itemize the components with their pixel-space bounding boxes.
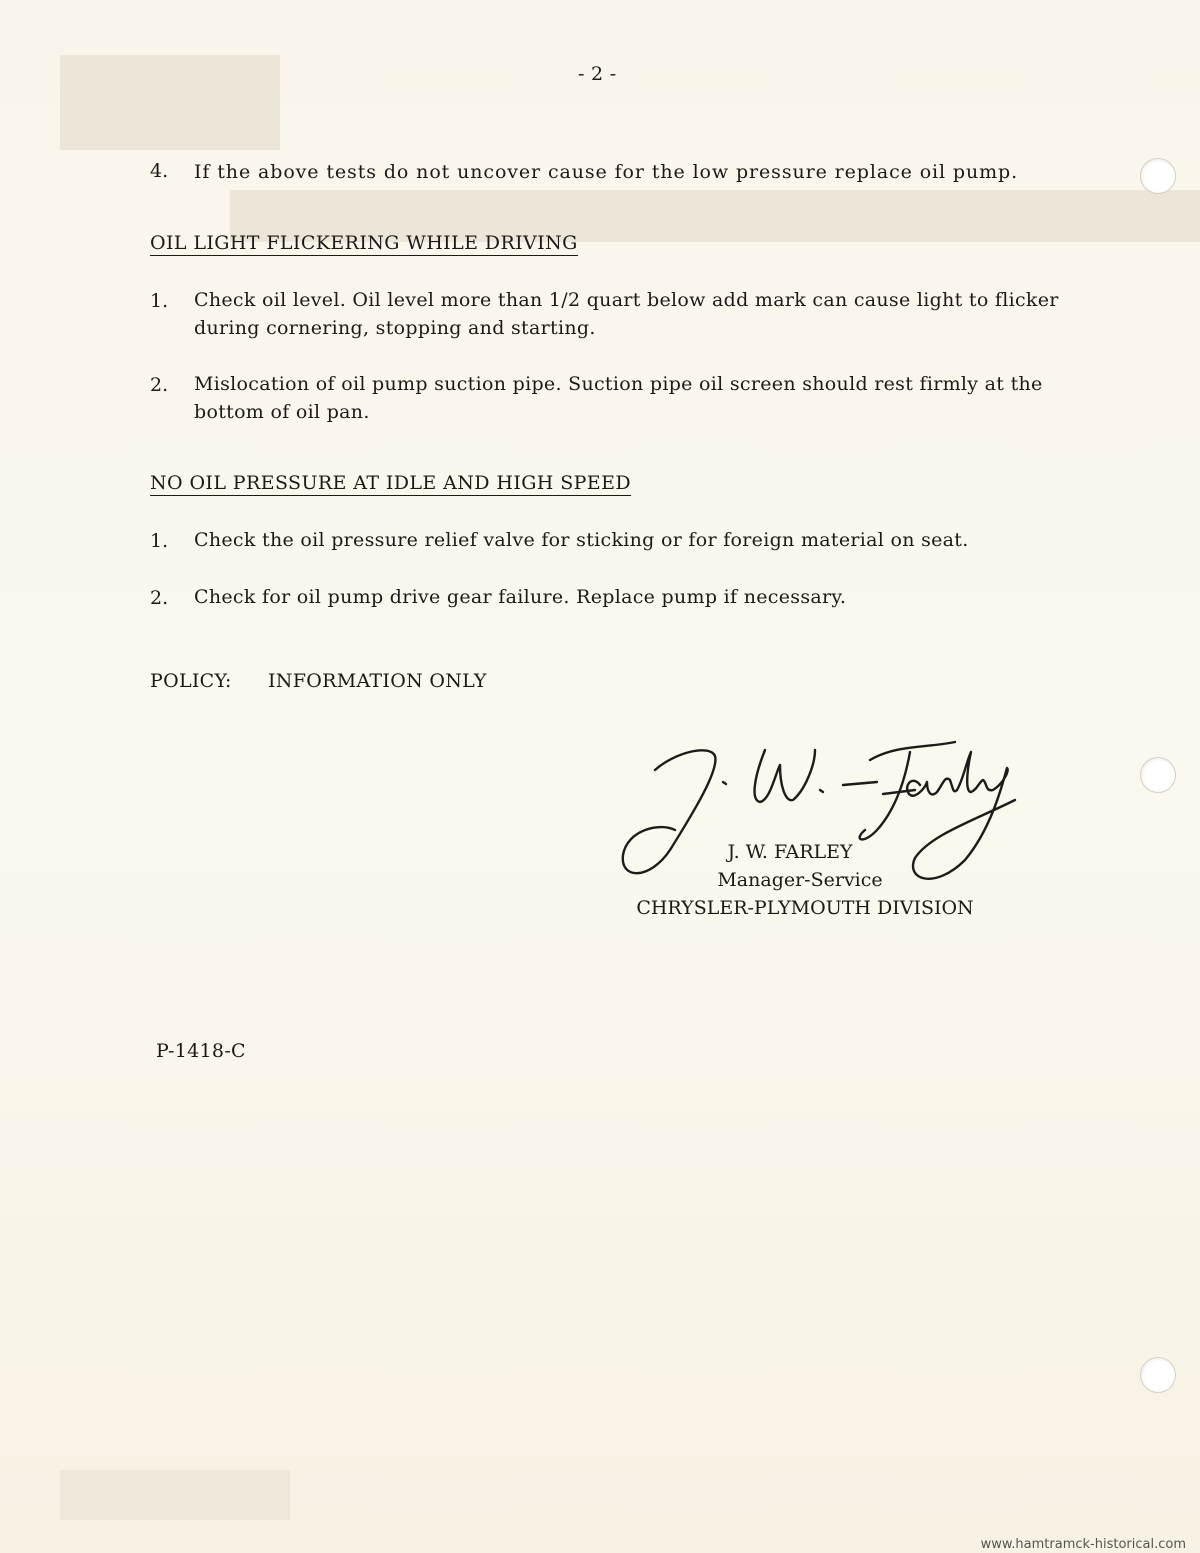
policy-label: POLICY: <box>150 670 232 692</box>
list-item-text: Check oil level. Oil level more than 1/2 quart below add mark can cause light to flicker during cornering, stopping and starting. <box>194 289 1059 339</box>
list-item-text: If the above tests do not uncover cause for the low pressure replace oil pump. <box>194 161 1019 183</box>
list-item-number: 2. <box>150 587 169 609</box>
policy-value: INFORMATION ONLY <box>268 670 487 692</box>
section-heading-no-oil-pressure: NO OIL PRESSURE AT IDLE AND HIGH SPEED <box>150 472 631 494</box>
signatory-title: Manager-Service <box>717 869 883 891</box>
page-number: - 2 - <box>578 63 617 85</box>
list-item-text: Mislocation of oil pump suction pipe. Suction pipe oil screen should rest firmly at the bottom of oil pan. <box>194 373 1043 423</box>
list-item-text: Check for oil pump drive gear failure. Replace pump if necessary. <box>194 586 847 608</box>
bleed-through-footer-logo <box>60 1470 290 1520</box>
section-heading-oil-light: OIL LIGHT FLICKERING WHILE DRIVING <box>150 232 578 254</box>
source-watermark-url: www.hamtramck-historical.com <box>980 1537 1186 1552</box>
punch-hole-bottom <box>1140 1357 1176 1393</box>
list-item-number: 1. <box>150 530 169 552</box>
signatory-name: J. W. FARLEY <box>727 841 853 863</box>
list-item-number: 4. <box>150 160 169 182</box>
list-item-number: 1. <box>150 290 169 312</box>
list-item-text: Check the oil pressure relief valve for sticking or for foreign material on seat. <box>194 529 969 551</box>
bleed-through-logo <box>60 55 280 150</box>
list-item-number: 2. <box>150 374 169 396</box>
bulletin-number: P-1418-C <box>156 1040 246 1062</box>
signatory-division: CHRYSLER-PLYMOUTH DIVISION <box>636 897 974 919</box>
punch-hole-middle <box>1140 757 1176 793</box>
punch-hole-top <box>1140 158 1176 194</box>
